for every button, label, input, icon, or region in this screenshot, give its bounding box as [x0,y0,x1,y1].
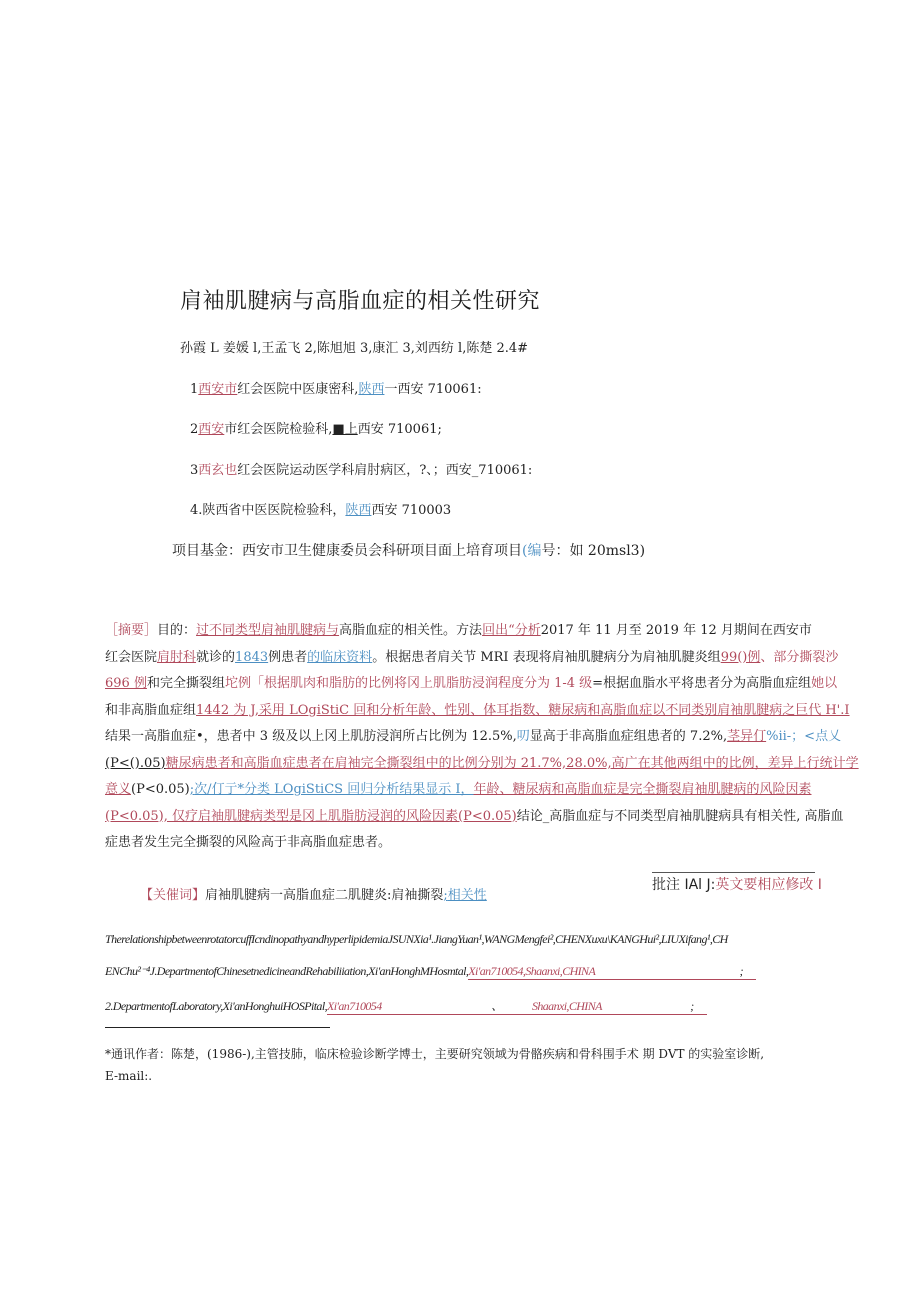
abstract-segment: 意义 [105,782,132,797]
abstract-segment: 。根据患者肩关节 MRI 表现将肩袖肌腱病分为肩袖肌腱炎组 [372,649,721,665]
abstract-segment: 叨 [516,729,530,744]
abstract-segment: 2017 年 11 月至 2019 年 12 月期间在西安市 [540,623,812,638]
abstract-segment: 茎异仃 [727,729,767,744]
abstract-segment: 肩肘科 [157,649,197,665]
funding-code-open: (编 [522,543,542,559]
abstract-segment: 例 [268,649,282,665]
affiliation-2 [190,418,442,437]
abstract-segment: 结论_高脂血症与不同类型肩袖肌腱病具有相关性, 高脂血 [516,808,844,824]
abstract-segment: 糖尿病患者和高脂血症患者在肩袖完全撕裂组中的比例分别为 21.7%,28.0%,高广在其他两组中的比例，差异上行统计学 [165,755,859,771]
review-comment[interactable] [652,874,822,894]
keywords-text: 肩袖肌腱病一高脂血症二肌腱炎:肩袖撕裂 [205,888,444,903]
comment-text: 英文要相应修改 I [715,877,822,893]
english-sep-1: ; [726,964,756,980]
english-affiliation-2 [105,997,707,1015]
abstract-line [105,804,844,831]
affiliation-dept: 红会医院中医康密科, [237,382,359,397]
abstract-line [105,830,793,857]
abstract-segment: (P<0.05) [458,808,517,824]
affiliation-1 [190,378,482,397]
english-title-line: TherelationshipbetweenrotatorcuffIcndinopathyandhyperlipidemiaJSUNXia¹.JiangYuan¹,WANGMengfei²,CHENXuxu\KANGHui²,LIUXifang¹,CH [105,932,728,946]
corresponding-author-note [105,1043,764,1087]
abstract-segment: 症患者发生完全撕裂的风险高于非高脂血症患者。 [105,835,392,850]
keywords-line [140,884,487,903]
abstract-segment: 过不同类型肩袖肌腱病与 [196,623,340,638]
funding-line [172,540,645,560]
abstract-segment: 她以 [811,676,838,691]
affiliation-dept: 陕西省中医医院检验科， [202,503,346,518]
abstract-segment: 红会医院 [105,649,158,665]
footnote-line-1: *通讯作者：陈楚，(1986-),主管技肺，临床检验诊断学博士，主要研究领域为骨骼疾病和骨科围手术 期 DVT 的实验室诊断, [105,1047,765,1061]
affiliation-city: 西玄也 [198,463,238,478]
funding-code: 号：如 20msl3) [541,543,646,559]
abstract-line [105,724,842,751]
affiliation-number: 2 [190,422,199,437]
english-city-1: Xi'an710054,Shaanxi,CHINA [468,964,726,980]
abstract-segment: 患者 [281,649,308,665]
affiliation-number: 4. [190,503,203,518]
affiliation-province: 陕西 [358,382,385,397]
abstract-segment: 高脂血症的相关性。方法 [339,623,483,638]
affiliation-tail: 一西安 710061: [384,382,482,397]
keywords-separator: ; [443,888,448,903]
footnote-divider [105,1027,330,1028]
affiliation-number: 1 [190,382,199,397]
affiliation-tail: 西安_710061: [445,463,533,478]
english-sep-3: ; [677,999,707,1015]
abstract-line [105,751,859,778]
affiliation-city: 西安 [198,422,225,437]
abstract-segment: 次/仃亍*分类 LOgiStiCS 回归分析结果显示 I， [194,782,474,797]
abstract-line [105,777,812,804]
abstract-block [105,618,859,857]
affiliation-number: 3 [190,463,199,478]
abstract-segment: 和完全撕裂组 [146,676,225,691]
author-list: 孙霞 L 姜媛 l,王孟飞 2,陈旭旭 3,康汇 3,刘西纺 l,陈楚 2.4# [180,341,529,356]
abstract-segment: 99()例 [720,649,761,665]
english-province-2: Shaanxi,CHINA [532,999,677,1015]
abstract-segment: =根据血脂水平将患者分为高脂血症组 [592,676,812,691]
english-city-2: Xi'an710054 [327,999,462,1015]
abstract-segment: 696 例 [105,676,147,691]
abstract-line [105,698,850,725]
abstract-segment: 、部分撕裂沙 [760,649,839,665]
english-dept-1: ENChu²⁻⁴J.DepartmentofChinesetnedicineandRehabiliiation,Xi'anHonghMHosmtal, [105,964,469,978]
abstract-segment: 坨例「根据肌肉和脂肪的比例将冈上肌脂肪浸润程度分为 1-4 级 [224,676,593,691]
affiliation-province: ■上 [332,422,358,437]
affiliation-3 [190,459,532,478]
affiliation-dept: 红会医院运动医学科肩肘病区， [237,463,420,478]
comment-divider [652,872,815,873]
abstract-segment: 回出“分析 [482,623,541,638]
funding-text: 项目基金：西安市卫生健康委员会科研项目面上培育项目 [172,543,522,559]
abstract-segment: 结果一高脂血症•，患者中 3 级及以上冈上肌肪浸润所占比例为 12.5%, [105,729,517,744]
abstract-segment: 1843 [235,649,269,665]
affiliation-4 [190,499,451,518]
english-sep-2: 、 [462,997,532,1015]
paper-title: 肩袖肌腱病与高脂血症的相关性研究 [180,289,541,314]
footnote-line-2: E-mail:. [105,1069,153,1083]
abstract-segment: 的临床资料 [307,649,373,665]
keywords-last: 相关性 [447,888,487,903]
affiliation-province: 陕西 [345,503,372,518]
abstract-segment: 1442 为 J,采用 LOgiStiC 回和分析年龄、性别、体耳指数、糖尿病和高脂血症以不同类别肩袖肌腱病之巨代 H'.I [196,702,850,718]
abstract-segment: 就诊的 [196,649,236,665]
abstract-segment: 年龄、糖尿病和高脂血症是完全撕裂肩袖肌腱病的风险因素 [473,782,812,797]
affiliation-province: ?、； [419,463,446,478]
abstract-line [105,645,839,672]
abstract-segment: 显高于非高脂血症组患者的 7.2%, [529,729,728,744]
english-dept-2: 2.DepartmentofLaboratory,Xi'anHonghuiHOSPital, [105,999,327,1013]
affiliation-city: 西安市 [198,382,238,397]
abstract-line [105,671,838,698]
abstract-segment: (P<0.05), 仅疗启袖肌腱病类型是冈上肌脂肪浸润的风险因素 [105,808,458,824]
abstract-segment: ［摘要］ [105,623,158,638]
abstract-line [105,618,812,645]
abstract-segment: (P<0.05) [131,782,190,797]
abstract-segment: ; [189,782,195,797]
abstract-segment: 和非高脂血症组 [105,702,197,718]
comment-label: 批注 IAl J: [652,877,716,893]
abstract-segment: %ii-；<点乂 [766,729,842,744]
keywords-label: 【关催词】 [140,888,206,903]
abstract-segment: 目的： [157,623,197,638]
affiliation-tail: 西安 710003 [371,503,452,518]
affiliation-dept: 市红会医院检验科, [224,422,333,437]
affiliation-tail: 西安 710061; [357,422,442,437]
english-affiliation-1 [105,964,756,980]
abstract-segment: (P<().05) [105,755,166,771]
